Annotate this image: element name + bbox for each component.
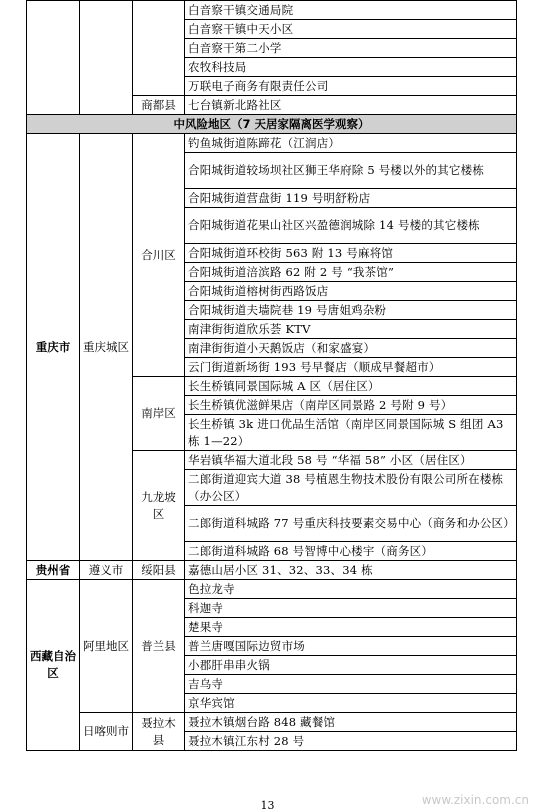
location-cell: 农牧科技局 (185, 58, 517, 77)
location-cell: 南津街街道欣乐荟 KTV (185, 320, 517, 339)
table-row (27, 1, 517, 20)
district-cell: 南岸区 (133, 377, 185, 451)
table-row (27, 561, 517, 580)
location-cell: 二郎街道迎宾大道 38 号植恩生物技术股份有限公司所在楼栋（办公区） (185, 470, 517, 506)
location-cell: 二郎街道科城路 68 号智博中心楼宇（商务区） (185, 542, 517, 561)
city-cell: 重庆城区 (80, 134, 133, 561)
location-cell: 七台镇新北路社区 (185, 96, 517, 115)
risk-area-table (26, 0, 517, 751)
location-cell: 白音察干镇交通局院 (185, 1, 517, 20)
location-cell: 合阳城街道营盘街 119 号明舒粉店 (185, 189, 517, 208)
province-cell: 贵州省 (27, 561, 80, 580)
location-cell: 普兰唐嘎国际边贸市场 (185, 637, 517, 656)
location-cell: 白音察干镇中天小区 (185, 20, 517, 39)
province-cell: 西藏自治区 (27, 580, 80, 751)
location-cell: 嘉德山居小区 31、32、33、34 栋 (185, 561, 517, 580)
section-header: 中风险地区（7 天居家隔离医学观察） (27, 115, 517, 134)
location-cell: 合阳城街道环校街 563 附 13 号麻将馆 (185, 244, 517, 263)
city-cell: 日喀则市 (80, 713, 133, 751)
location-cell: 华岩镇华福大道北段 58 号 “华福 58” 小区（居住区） (185, 451, 517, 470)
location-cell: 吉乌寺 (185, 675, 517, 694)
table-row (27, 134, 517, 153)
district-cell: 商都县 (133, 96, 185, 115)
location-cell: 聂拉木镇江东村 28 号 (185, 732, 517, 751)
location-cell: 万联电子商务有限责任公司 (185, 77, 517, 96)
location-cell: 合阳城街道涪滨路 62 附 2 号 “我茶馆” (185, 263, 517, 282)
location-cell: 科迦寺 (185, 599, 517, 618)
table-row (27, 713, 517, 732)
location-cell: 长生桥镇优滋鲜果店（南岸区同景路 2 号附 9 号） (185, 396, 517, 415)
district-cell (133, 1, 185, 96)
location-cell: 合阳城街道夫墙院巷 19 号唐姐鸡杂粉 (185, 301, 517, 320)
district-cell: 普兰县 (133, 580, 185, 713)
location-cell: 小郡肝串串火锅 (185, 656, 517, 675)
location-cell: 聂拉木镇烟台路 848 藏餐馆 (185, 713, 517, 732)
location-cell: 合阳城街道榕树街西路饭店 (185, 282, 517, 301)
district-cell: 合川区 (133, 134, 185, 377)
location-cell: 京华宾馆 (185, 694, 517, 713)
location-cell: 长生桥镇 3k 进口优品生活馆（南岸区同景国际城 S 组团 A3 栋 1—22） (185, 415, 517, 451)
location-cell: 云门街道新场街 193 号早餐店（顺成早餐超市） (185, 358, 517, 377)
city-cell: 阿里地区 (80, 580, 133, 713)
location-cell: 南津街街道小天鹅饭店（和家盛宴） (185, 339, 517, 358)
watermark: www.zixin.com.cn (421, 793, 529, 807)
district-cell: 聂拉木县 (133, 713, 185, 751)
location-cell: 二郎街道科城路 77 号重庆科技要素交易中心（商务和办公区） (185, 506, 517, 542)
district-cell: 九龙坡区 (133, 451, 185, 561)
district-cell: 绥阳县 (133, 561, 185, 580)
location-cell: 合阳城街道较场坝社区狮王华府除 5 号楼以外的其它楼栋 (185, 153, 517, 189)
location-cell: 钓鱼城街道陈蹄花（江润店） (185, 134, 517, 153)
location-cell: 色拉龙寺 (185, 580, 517, 599)
city-cell: 遵义市 (80, 561, 133, 580)
city-cell (80, 1, 133, 115)
location-cell: 楚果寺 (185, 618, 517, 637)
table-row (27, 580, 517, 599)
location-cell: 白音察干第二小学 (185, 39, 517, 58)
location-cell: 长生桥镇同景国际城 A 区（居住区） (185, 377, 517, 396)
province-cell (27, 1, 80, 115)
province-cell: 重庆市 (27, 134, 80, 561)
location-cell: 合阳城街道花果山社区兴盈德润城除 14 号楼的其它楼栋 (185, 208, 517, 244)
page-number: 13 (260, 799, 275, 812)
